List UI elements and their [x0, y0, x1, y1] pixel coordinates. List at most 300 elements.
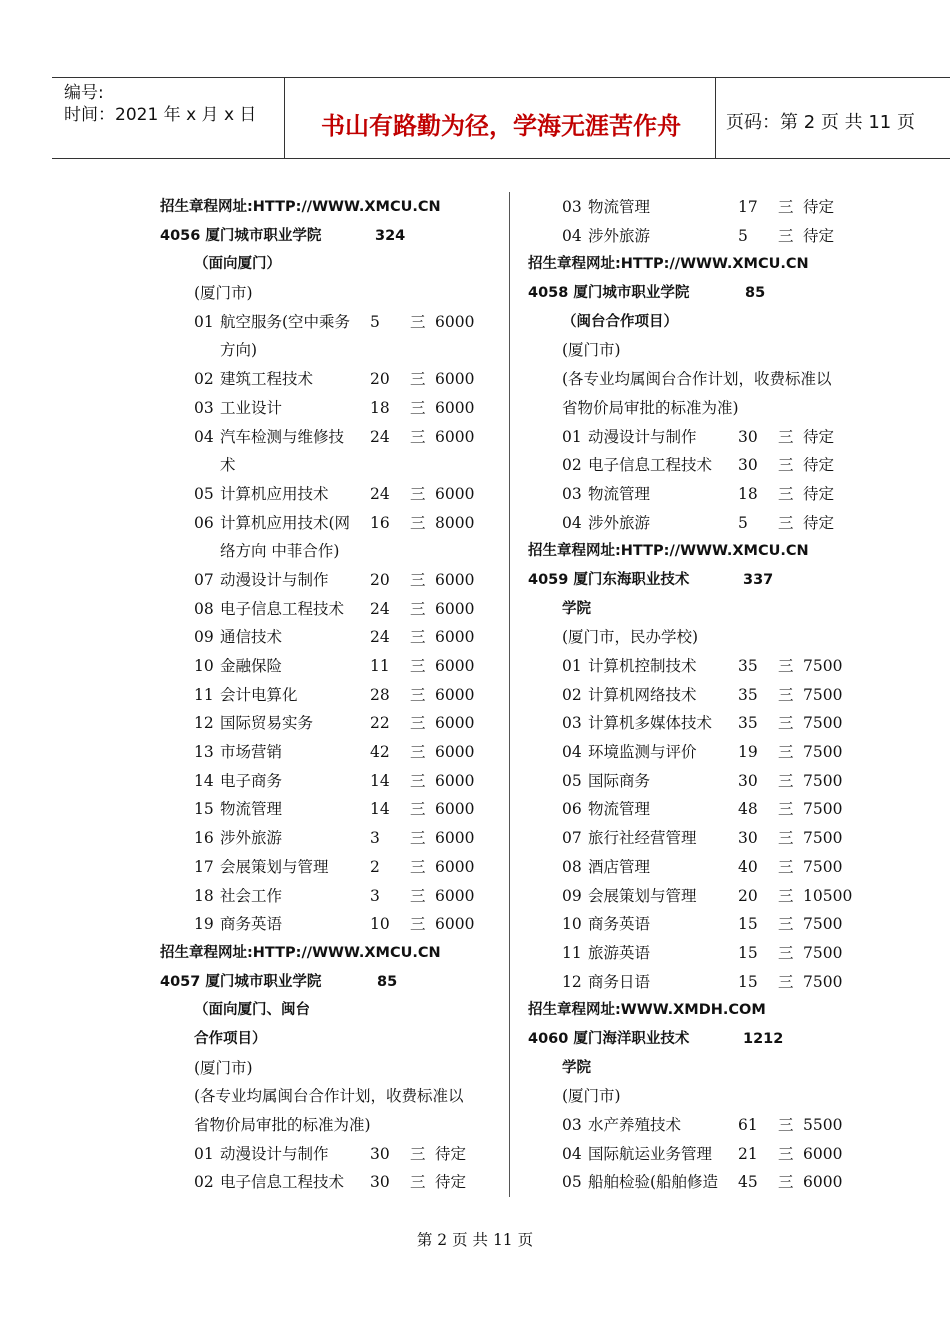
page-footer: 第 2 页 共 11 页 [416, 1231, 534, 1249]
major-name: 电子信息工程技术 [220, 599, 345, 618]
major-code: 18 [194, 886, 214, 905]
school-note: （闽台合作项目） [562, 313, 678, 330]
major-years: 三 [778, 886, 794, 905]
major-years: 三 [778, 972, 794, 991]
major-years: 三 [410, 829, 426, 848]
admission-url: 招生章程网址:HTTP://WWW.XMCU.CN [528, 543, 809, 560]
major-years: 三 [778, 513, 794, 532]
major-name: 航空服务(空中乘务 [220, 312, 351, 331]
major-name: 动漫设计与制作 [588, 427, 697, 446]
admission-url: 招生章程网址:HTTP://WWW.XMCU.CN [160, 199, 441, 215]
major-fee: 6000 [803, 1144, 843, 1163]
major-quota: 18 [738, 484, 758, 503]
major-name: 电子商务 [220, 771, 283, 790]
major-fee: 6000 [435, 771, 475, 790]
school-code: 4057 [160, 973, 201, 990]
major-row [160, 480, 500, 509]
doc-number-label: 编号: [64, 83, 104, 103]
major-fee: 6000 [435, 915, 475, 934]
major-fee: 6000 [435, 800, 475, 819]
school-name: 厦门东海职业技术 [573, 571, 690, 588]
major-row [160, 767, 500, 796]
major-name: 工业设计 [220, 398, 283, 417]
school-remark: (厦门市) [562, 1087, 621, 1106]
school-remark: (厦门市，民办学校) [562, 628, 699, 647]
major-name: 旅游英语 [588, 943, 651, 962]
major-years: 三 [778, 743, 794, 762]
major-row [160, 394, 500, 423]
school-code: 4060 [528, 1030, 569, 1047]
major-years: 三 [778, 800, 794, 819]
school-name: 厦门城市职业学院 [205, 227, 322, 244]
major-row [160, 853, 500, 882]
major-name: 水产养殖技术 [588, 1116, 682, 1134]
school-remark: (厦门市) [562, 341, 621, 360]
major-code: 11 [194, 685, 214, 704]
major-fee: 待定 [803, 456, 835, 475]
major-quota: 15 [738, 943, 758, 962]
school-enrollment: 85 [377, 973, 398, 990]
school-note: （面向厦门） [194, 256, 281, 273]
major-quota: 35 [738, 657, 758, 675]
major-name: 建筑工程技术 [220, 370, 314, 389]
major-quota: 22 [370, 714, 390, 733]
major-fee: 7500 [803, 800, 843, 819]
major-fee: 待定 [803, 513, 835, 532]
major-years: 三 [410, 484, 426, 503]
major-name: 会展策划与管理 [588, 886, 697, 905]
major-name: 计算机应用技术 [220, 484, 329, 503]
major-row [160, 308, 500, 337]
major-row [528, 795, 868, 824]
admission-url: 招生章程网址:WWW.XMDH.COM [528, 1002, 766, 1019]
major-quota: 45 [738, 1173, 758, 1192]
school-code: 4059 [528, 571, 569, 588]
major-row [160, 365, 500, 394]
major-years: 三 [410, 570, 426, 589]
major-row [528, 709, 868, 738]
major-fee: 7500 [803, 714, 843, 733]
major-name: 汽车检测与维修技 [220, 427, 345, 446]
major-quota: 10 [370, 915, 390, 934]
major-fee: 7500 [803, 943, 843, 962]
major-quota: 2 [370, 857, 380, 876]
major-years: 三 [410, 771, 426, 790]
major-code: 12 [194, 714, 214, 733]
major-years: 三 [778, 427, 794, 446]
major-name: 会计电算化 [220, 685, 298, 704]
major-name: 涉外旅游 [588, 226, 651, 245]
major-fee: 待定 [435, 1173, 467, 1192]
major-row [160, 566, 500, 595]
major-name: 商务英语 [588, 915, 651, 934]
major-code: 05 [194, 484, 214, 503]
major-fee: 6000 [803, 1173, 843, 1192]
school-note: 学院 [562, 600, 591, 617]
major-fee: 5500 [803, 1116, 843, 1134]
major-name: 国际航运业务管理 [588, 1144, 713, 1163]
major-row [160, 1140, 500, 1169]
school-remark: (各专业均属闽台合作计划，收费标准以 [562, 370, 832, 389]
major-quota: 24 [370, 599, 390, 618]
major-code: 03 [562, 198, 582, 216]
major-name: 计算机网络技术 [588, 685, 697, 704]
major-years: 三 [410, 743, 426, 762]
major-fee: 6000 [435, 886, 475, 905]
major-years: 三 [410, 915, 426, 934]
major-code: 01 [562, 427, 582, 446]
major-years: 三 [778, 685, 794, 704]
major-years: 三 [778, 226, 794, 245]
major-code: 12 [562, 972, 582, 991]
page-header [52, 77, 950, 159]
major-code: 04 [562, 226, 582, 245]
major-quota: 19 [738, 743, 758, 762]
school-heading [528, 1025, 868, 1054]
major-row [160, 652, 500, 681]
major-code: 16 [194, 829, 214, 848]
left-column [160, 193, 500, 1197]
major-name: 国际贸易实务 [220, 714, 314, 733]
major-name: 环境监测与评价 [588, 743, 697, 762]
major-row [528, 222, 868, 251]
major-quota: 5 [370, 312, 380, 331]
major-code: 08 [194, 599, 214, 618]
major-fee: 6000 [435, 829, 475, 848]
major-quota: 14 [370, 800, 390, 819]
major-name: 商务英语 [220, 915, 283, 934]
school-remark: (厦门市) [194, 1058, 253, 1077]
major-fee: 7500 [803, 685, 843, 704]
major-quota: 20 [370, 570, 390, 589]
major-years: 三 [410, 714, 426, 733]
major-fee: 6000 [435, 685, 475, 704]
major-row [528, 652, 868, 681]
major-quota: 5 [738, 513, 748, 532]
major-fee: 6000 [435, 628, 475, 647]
school-heading [528, 566, 868, 595]
major-row [528, 423, 868, 452]
major-years: 三 [410, 657, 426, 675]
major-name: 电子信息工程技术 [220, 1173, 345, 1192]
major-row [160, 595, 500, 624]
major-fee: 7500 [803, 829, 843, 848]
school-note: （面向厦门、闽台 [194, 1002, 310, 1019]
major-fee: 10500 [803, 886, 853, 905]
major-row [160, 738, 500, 767]
major-quota: 17 [738, 198, 758, 216]
school-enrollment: 337 [743, 571, 774, 588]
major-years: 三 [778, 1116, 794, 1134]
major-row [528, 480, 868, 509]
right-column [528, 193, 868, 1197]
school-note: 合作项目） [194, 1030, 267, 1047]
major-fee: 6000 [435, 857, 475, 876]
major-years: 三 [778, 829, 794, 848]
header-meta [64, 82, 256, 126]
major-code: 08 [562, 857, 582, 876]
major-code: 06 [194, 513, 214, 532]
major-code: 04 [562, 743, 582, 762]
major-code: 04 [194, 427, 214, 446]
major-code: 01 [194, 312, 214, 331]
major-years: 三 [778, 198, 794, 216]
major-name: 涉外旅游 [220, 829, 283, 848]
major-name: 物流管理 [220, 800, 283, 819]
major-quota: 61 [738, 1116, 758, 1134]
major-quota: 30 [738, 456, 758, 475]
major-code: 02 [562, 456, 582, 475]
major-fee: 6000 [435, 657, 475, 675]
major-fee: 7500 [803, 771, 843, 790]
major-fee: 待定 [435, 1144, 467, 1163]
major-row [160, 709, 500, 738]
major-quota: 21 [738, 1144, 758, 1163]
major-fee: 6000 [435, 484, 475, 503]
major-quota: 24 [370, 628, 390, 647]
major-years: 三 [410, 427, 426, 446]
major-name: 商务日语 [588, 972, 651, 991]
major-years: 三 [778, 484, 794, 503]
major-quota: 42 [370, 743, 390, 762]
major-years: 三 [778, 1144, 794, 1163]
major-years: 三 [410, 398, 426, 417]
major-code: 01 [194, 1144, 214, 1163]
major-name: 社会工作 [220, 886, 283, 905]
admission-url: 招生章程网址:HTTP://WWW.XMCU.CN [160, 944, 441, 961]
major-fee: 待定 [803, 484, 835, 503]
major-quota: 5 [738, 226, 748, 245]
school-heading [528, 279, 868, 308]
header-page-label: 页码：第 2 页 共 11 页 [726, 112, 915, 133]
major-code: 11 [562, 943, 582, 962]
doc-time-label: 时间：2021 年 x 月 x 日 [64, 105, 257, 125]
major-years: 三 [778, 1173, 794, 1192]
major-row [528, 1140, 868, 1169]
major-row [528, 451, 868, 480]
major-row [528, 509, 868, 538]
major-name: 动漫设计与制作 [220, 1144, 329, 1163]
major-code: 03 [562, 714, 582, 733]
major-fee: 6000 [435, 743, 475, 762]
major-name: 旅行社经营管理 [588, 829, 697, 848]
major-quota: 20 [370, 370, 390, 389]
major-row [528, 968, 868, 997]
major-name: 酒店管理 [588, 857, 651, 876]
major-name: 会展策划与管理 [220, 857, 329, 876]
school-remark: 省物价局审批的标准为准) [562, 398, 739, 417]
major-code: 04 [562, 1144, 582, 1163]
major-row [528, 681, 868, 710]
major-quota: 28 [370, 685, 390, 704]
school-code: 4058 [528, 285, 569, 302]
major-quota: 15 [738, 915, 758, 934]
major-row [160, 882, 500, 911]
major-fee: 6000 [435, 398, 475, 417]
major-fee: 6000 [435, 714, 475, 733]
major-row [160, 1168, 500, 1197]
major-years: 三 [778, 714, 794, 733]
major-years: 三 [778, 456, 794, 475]
major-quota: 40 [738, 857, 758, 876]
major-name: 国际商务 [588, 771, 651, 790]
major-row [160, 824, 500, 853]
major-fee: 7500 [803, 857, 843, 876]
major-fee: 6000 [435, 599, 475, 618]
major-fee: 6000 [435, 570, 475, 589]
major-years: 三 [410, 857, 426, 876]
major-row [528, 738, 868, 767]
major-quota: 18 [370, 398, 390, 417]
major-code: 02 [562, 685, 582, 704]
major-years: 三 [410, 599, 426, 618]
major-code: 02 [194, 1173, 214, 1192]
major-row [528, 193, 868, 222]
major-fee: 6000 [435, 370, 475, 389]
major-quota: 24 [370, 484, 390, 503]
major-quota: 20 [738, 886, 758, 905]
major-quota: 30 [738, 427, 758, 446]
major-name: 金融保险 [220, 657, 283, 675]
major-code: 10 [562, 915, 582, 934]
school-remark: 省物价局审批的标准为准) [194, 1116, 371, 1134]
school-name: 厦门海洋职业技术 [573, 1030, 690, 1047]
major-quota: 30 [738, 771, 758, 790]
major-quota: 24 [370, 427, 390, 446]
major-code: 03 [562, 1116, 582, 1134]
major-row [160, 623, 500, 652]
school-remark: (各专业均属闽台合作计划，收费标准以 [194, 1087, 464, 1106]
major-years: 三 [410, 312, 426, 331]
major-fee: 7500 [803, 972, 843, 991]
major-name: 物流管理 [588, 198, 651, 216]
major-row [160, 509, 500, 538]
school-enrollment: 85 [745, 285, 766, 302]
major-fee: 7500 [803, 915, 843, 934]
major-quota: 3 [370, 829, 380, 848]
major-name-continued: 络方向 中菲合作) [220, 542, 340, 561]
major-quota: 30 [370, 1144, 390, 1163]
major-years: 三 [778, 857, 794, 876]
major-code: 10 [194, 657, 214, 675]
major-fee: 7500 [803, 657, 843, 675]
major-quota: 30 [738, 829, 758, 848]
major-years: 三 [410, 513, 426, 532]
major-code: 05 [562, 771, 582, 790]
major-years: 三 [778, 657, 794, 675]
major-years: 三 [410, 886, 426, 905]
major-name: 电子信息工程技术 [588, 456, 713, 475]
major-quota: 30 [370, 1173, 390, 1192]
major-years: 三 [778, 771, 794, 790]
major-row [528, 882, 868, 911]
major-quota: 16 [370, 513, 390, 532]
school-enrollment: 324 [375, 227, 406, 244]
major-row [528, 824, 868, 853]
admission-url: 招生章程网址:HTTP://WWW.XMCU.CN [528, 256, 809, 273]
major-quota: 3 [370, 886, 380, 905]
major-row [160, 423, 500, 452]
school-heading [160, 222, 500, 251]
major-code: 07 [562, 829, 582, 848]
major-code: 13 [194, 743, 214, 762]
major-name: 涉外旅游 [588, 513, 651, 532]
major-code: 09 [562, 886, 582, 905]
major-code: 15 [194, 800, 214, 819]
major-fee: 6000 [435, 312, 475, 331]
major-fee: 待定 [803, 226, 835, 245]
major-name: 通信技术 [220, 628, 283, 647]
school-enrollment: 1212 [743, 1030, 784, 1047]
major-quota: 35 [738, 685, 758, 704]
major-years: 三 [410, 685, 426, 704]
major-years: 三 [410, 1144, 426, 1163]
major-name: 市场营销 [220, 743, 283, 762]
major-years: 三 [410, 370, 426, 389]
major-name: 船舶检验(船舶修造 [588, 1173, 719, 1192]
major-row [528, 1111, 868, 1140]
major-code: 09 [194, 628, 214, 647]
school-code: 4056 [160, 227, 201, 244]
major-years: 三 [410, 1173, 426, 1192]
major-fee: 待定 [803, 427, 835, 446]
major-code: 06 [562, 800, 582, 819]
school-heading [160, 968, 500, 997]
major-code: 01 [562, 657, 582, 675]
major-code: 04 [562, 513, 582, 532]
major-quota: 48 [738, 800, 758, 819]
major-code: 03 [562, 484, 582, 503]
major-name: 计算机多媒体技术 [588, 714, 713, 733]
major-row [528, 853, 868, 882]
major-code: 03 [194, 398, 214, 417]
major-fee: 8000 [435, 513, 475, 532]
major-row [528, 910, 868, 939]
header-divider [284, 78, 285, 158]
major-name: 物流管理 [588, 800, 651, 819]
school-name: 厦门城市职业学院 [205, 973, 322, 990]
major-years: 三 [778, 943, 794, 962]
major-code: 14 [194, 771, 214, 790]
major-fee: 7500 [803, 743, 843, 762]
major-quota: 35 [738, 714, 758, 733]
major-name: 计算机控制技术 [588, 657, 697, 675]
major-row [160, 795, 500, 824]
school-note: 学院 [562, 1059, 591, 1076]
major-fee: 6000 [435, 427, 475, 446]
major-fee: 待定 [803, 198, 835, 216]
school-name: 厦门城市职业学院 [573, 285, 690, 302]
major-row [528, 1168, 868, 1197]
major-row [528, 767, 868, 796]
major-name-continued: 方向) [220, 341, 258, 360]
school-remark: (厦门市) [194, 284, 253, 303]
major-row [160, 910, 500, 939]
header-motto: 书山有路勤为径，学海无涯苦作舟 [321, 112, 681, 140]
major-code: 02 [194, 370, 214, 389]
major-years: 三 [410, 800, 426, 819]
major-years: 三 [410, 628, 426, 647]
column-divider [509, 192, 510, 1197]
major-years: 三 [778, 915, 794, 934]
major-quota: 15 [738, 972, 758, 991]
major-name: 计算机应用技术(网 [220, 513, 351, 532]
major-quota: 11 [370, 657, 390, 675]
major-quota: 14 [370, 771, 390, 790]
major-row [528, 939, 868, 968]
major-code: 05 [562, 1173, 582, 1192]
major-row [160, 681, 500, 710]
